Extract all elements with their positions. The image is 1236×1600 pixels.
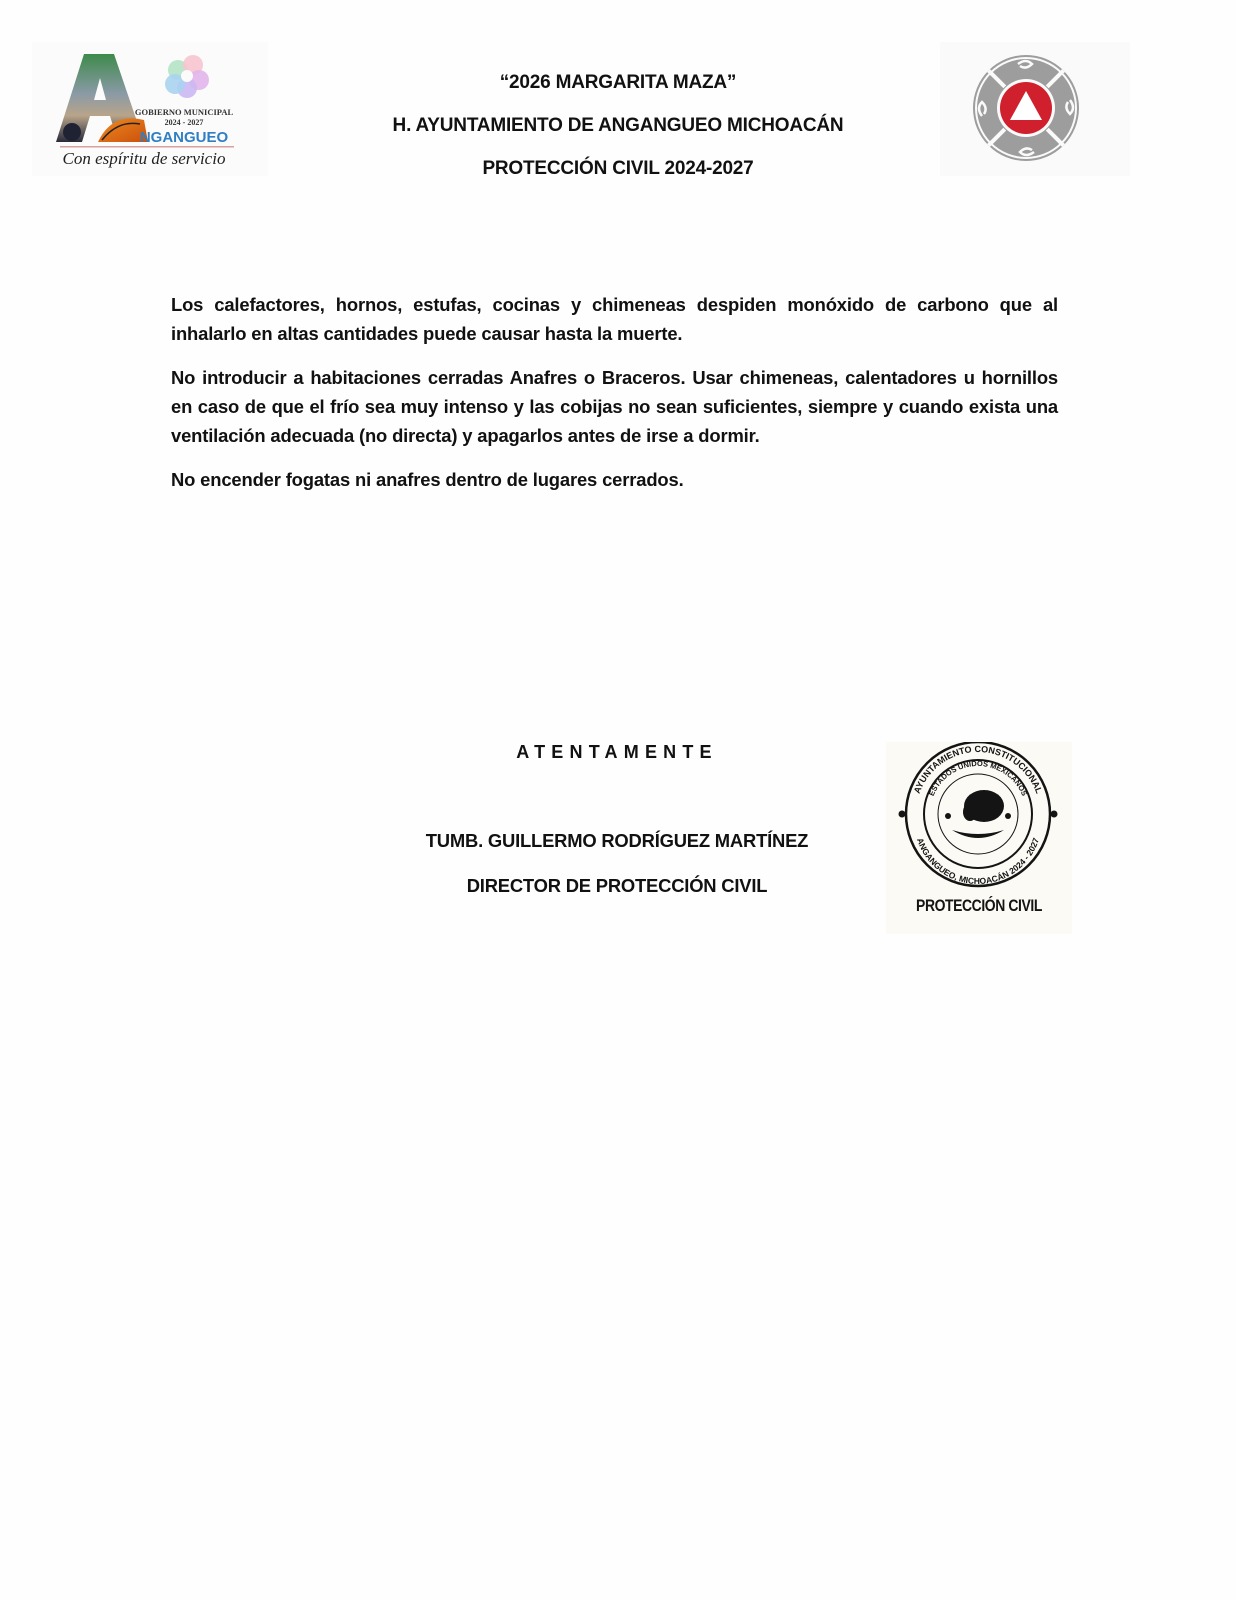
signer-title: DIRECTOR DE PROTECCIÓN CIVIL: [466, 875, 768, 896]
stamp-outer-text: AYUNTAMIENTO CONSTITUCIONAL: [911, 743, 1045, 795]
paragraph-ventilation: No introducir a habitaciones cerradas Anafres o Braceros. Usar chimeneas, calentadores u hornillos en caso de que el frío sea muy intenso y las cobijas no sean suficientes, siempre y cuando exista una ventilación adecuada (no directa) y apagarlos antes de irse a dormir.: [171, 367, 1058, 446]
year-motto: “2026 MARGARITA MAZA”: [499, 72, 737, 93]
stamp-seal-icon: [886, 742, 1072, 892]
document-body: [171, 290, 1058, 509]
paragraph-bonfires: No encender fogatas ni anafres dentro de lugares cerrados.: [171, 469, 684, 490]
angangueo-logo-icon: [32, 42, 268, 176]
slogan: Con espíritu de servicio: [62, 149, 226, 168]
civil-protection-logo: [940, 42, 1130, 176]
stamp-label: PROTECCIÓN CIVIL: [916, 896, 1042, 915]
paragraph-carbon-monoxide: Los calefactores, hornos, estufas, cocinas y chimeneas despiden monóxido de carbono que al inhalarlo en altas cantidades puede causar hasta la muerte.: [171, 294, 1058, 344]
municipal-logo: [32, 42, 268, 176]
department-name: PROTECCIÓN CIVIL 2024-2027: [482, 158, 754, 179]
signer-name: TUMB. GUILLERMO RODRÍGUEZ MARTÍNEZ: [425, 830, 809, 851]
municipality-name: H. AYUNTAMIENTO DE ANGANGUEO MICHOACÁN: [392, 115, 844, 136]
gov-label: GOBIERNO MUNICIPAL: [134, 107, 234, 117]
proteccion-civil-emblem-icon: [940, 42, 1130, 176]
town-name: NGANGUEO: [139, 129, 229, 146]
closing-word: ATENTAMENTE: [516, 742, 718, 762]
period-label: 2024 - 2027: [164, 118, 204, 127]
stamp-inner-text: ESTADOS UNIDOS MEXICANOS: [926, 758, 1030, 798]
stamp-bottom-text: ANGANGUEO, MICHOACÁN 2024 - 2027: [914, 836, 1041, 887]
official-stamp: [886, 742, 1072, 934]
